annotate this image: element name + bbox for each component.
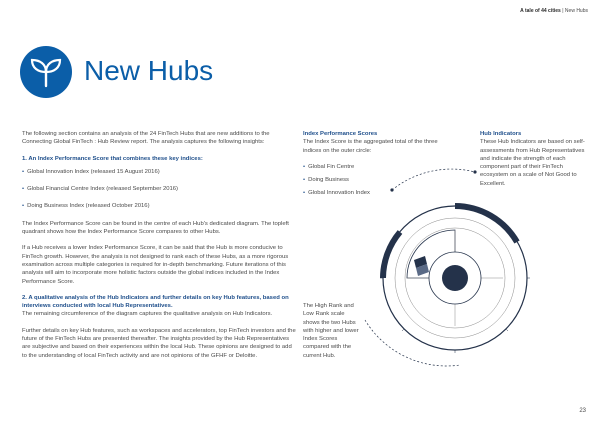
section1-bullet: • Doing Business Index (released October 2016) xyxy=(22,202,296,210)
index-bullet: • Global Fin Centre xyxy=(303,163,453,171)
sprout-icon xyxy=(20,46,72,98)
running-header-bold: A tale of 44 cities xyxy=(520,8,561,14)
section1-bullet: • Global Innovation Index (released 15 August 2016) xyxy=(22,168,296,176)
section2-paragraph: The remaining circumference of the diagram captures the qualitative analysis on Hub Indicators. xyxy=(22,311,273,318)
hub-indicators-paragraph: These Hub Indicators are based on self-assessments from Hub Representatives and indicate the strength of each component part of their FinTech ecosystem on a scale of Not Good to Excellent. xyxy=(480,139,585,187)
intro-paragraph: The following section contains an analysis of the 24 FinTech Hubs that are new additions to the Connecting Global FinTech : Hub Review report. The analysis captures the following insights: xyxy=(22,131,270,146)
index-bullet: • Global Innovation Index xyxy=(303,189,453,197)
plant-logo xyxy=(20,46,72,98)
index-performance-heading: Index Performance Scores xyxy=(303,131,378,137)
section1-paragraph: The Index Performance Score can be found in the centre of each Hub's dedicated diagram. The topleft quadrant shows how the Index Performance Score compares to other Hubs. xyxy=(22,220,289,236)
hub-indicators-heading: Hub Indicators xyxy=(480,131,522,137)
page-title: New Hubs xyxy=(84,55,214,86)
page-number: 23 xyxy=(579,408,586,414)
index-bullet: • Doing Business xyxy=(303,176,453,184)
section2-heading: 2. A qualitative analysis of the Hub Indicators and further details on key Hub features, based on interviews conducted with local Hub Representatives. xyxy=(22,294,289,310)
hub-diagram xyxy=(330,160,590,390)
section1-bullet: • Global Financial Centre Index (released September 2016) xyxy=(22,185,296,193)
index-performance-paragraph: The Index Score is the aggregated total of the three indices on the outer circle: xyxy=(303,139,438,154)
diagram-caption: The High Rank and Low Rank scale shows the two Hubs with higher and lower Index Scores compared with the current Hub. xyxy=(303,303,359,359)
left-column xyxy=(22,130,296,360)
section2-paragraph: Further details on key Hub features, such as workspaces and accelerators, top FinTech investors and the future of the FinTech Hubs are presented thereafter. The insights provided by the Hub Representatives are subjective and based on their experiences within the local Hub. These opinions are designed to add to the understanding of local FinTech activity and are not opinions of the GFHF or Deloitte. xyxy=(22,327,296,359)
running-header xyxy=(520,8,588,14)
running-header-rest: | New Hubs xyxy=(560,8,588,14)
section1-heading: 1. An Index Performance Score that combines these key indices: xyxy=(22,155,203,162)
section1-paragraph: If a Hub receives a lower Index Performance Score, it can be said that the Hub is more conducive to FinTech growth. However, the analysis is not designed to rank each of these Hubs, as a more rigorous examination across multiple categories is required for in-depth benchmarking. Future iterations of this analysis will aim to incorporate more holistic factors outside the global indices included in the Index Performance Score. xyxy=(22,245,289,285)
